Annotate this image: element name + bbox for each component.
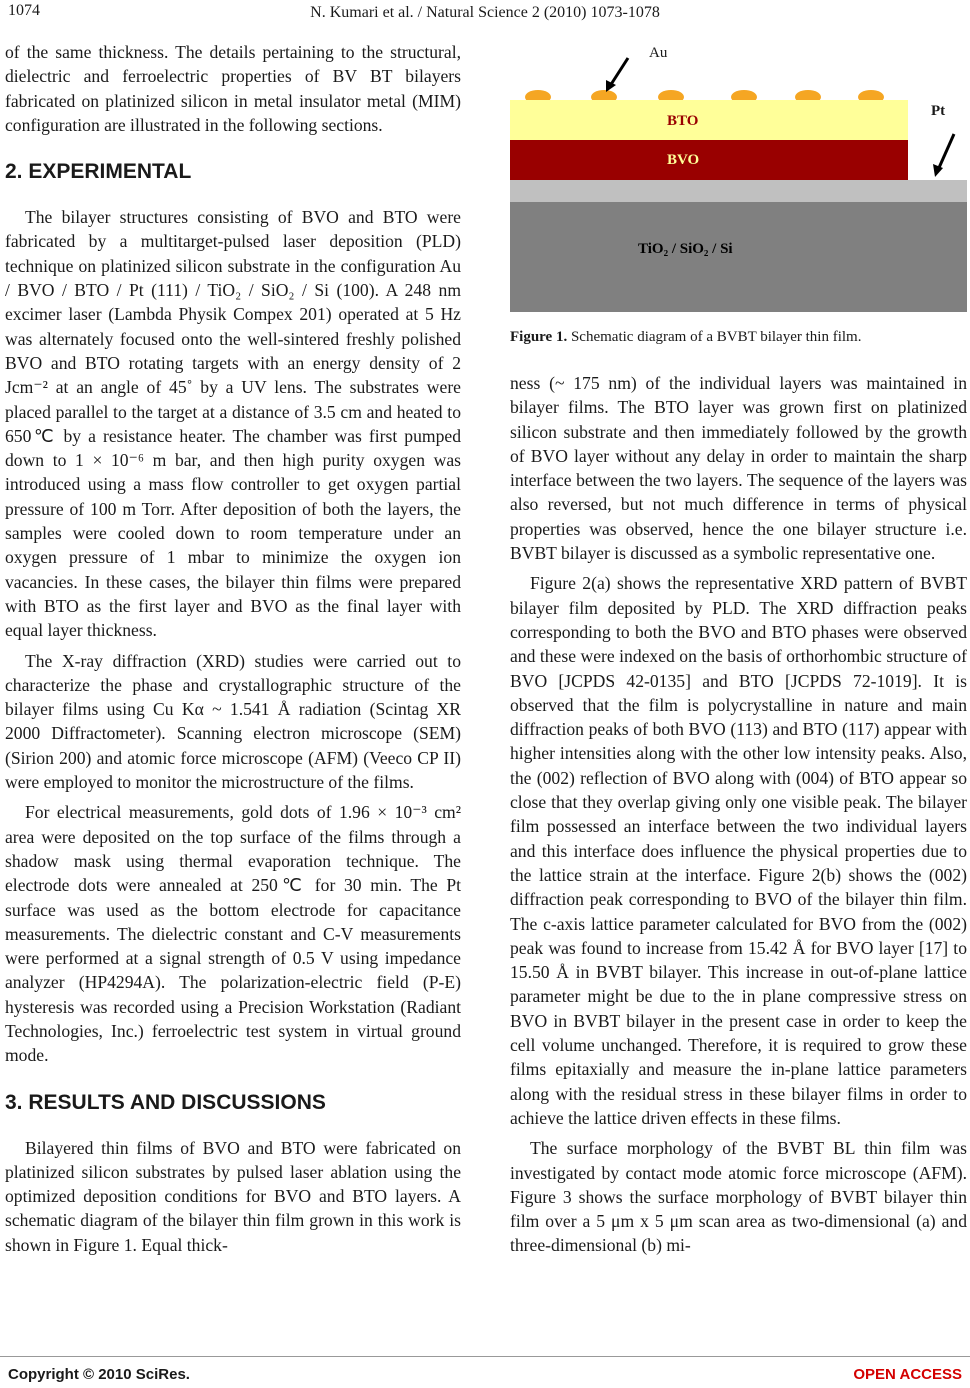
figure-1-caption-text: Schematic diagram of a BVBT bilayer thin film. (567, 329, 862, 345)
experimental-paragraph-1: The bilayer structures consisting of BVO and BTO were fabricated by a multitarget-pulsed laser deposition (PLD) technique on platinized silicon substrate in the configuration Au / BVO / BTO / Pt (111) / TiO₂ / SiO₂ / Si (100). A 248 nm excimer laser (Lambda Physik Compex 201) operated at 5 Hz was alternately focused onto the well-sintered freshly polished BVO and BTO rotating targets with an energy density of 2 Jcm⁻² at an angle of 45˚ by a UV lens. The substrates were placed parallel to the target at a distance of 3.5 cm and heated to 650℃ by a resistance heater. The chamber was first pumped down to 1 × 10⁻⁶ m bar, and then high purity oxygen was introduced using a mass flow controller to get oxygen partial pressure of 100 m Torr. After deposition of both the layers, the samples were cooled down to room temperature under an oxygen pressure of 1 mbar to minimize the oxygen ion vacancies. In these cases, the bilayer thin films were prepared with BTO as the first layer and BVO as the final layer with equal layer thickness. (5, 207, 461, 641)
section-results-heading: 3. RESULTS AND DISCUSSIONS (5, 1090, 326, 1114)
running-header: N. Kumari et al. / Natural Science 2 (2010) 1073-1078 (310, 4, 660, 21)
au-label: Au (649, 45, 668, 61)
substrate-label: TiO₂ / SiO₂ / Si (638, 241, 733, 257)
bvo-label: BVO (667, 152, 700, 168)
footer-open-access[interactable]: OPEN ACCESS (853, 1366, 962, 1383)
intro-tail: of the same thickness. The details pertaining to the structural, dielectric and ferroelectric properties of BV BT bilayers fabricated on platinized silicon in metal insulator metal (MIM) configuration are illustrated in the following sections. (5, 42, 461, 135)
figure-1-caption-label: Figure 1. (510, 329, 568, 345)
pt-arrow (938, 134, 954, 170)
bvo-layer (510, 140, 908, 180)
page-number: 1074 (8, 2, 40, 19)
bto-label: BTO (667, 113, 699, 129)
substrate-layer (510, 202, 967, 312)
results-paragraph-4: The surface morphology of the BVBT BL thin film was investigated by contact mode atomic force microscope (AFM). Figure 3 shows the surface morphology of BVBT bilayer thin film over a 5 μm x 5 μm scan area as two-dimensional (a) and three-dimensional (b) mi- (510, 1138, 967, 1256)
left-column (5, 40, 461, 1257)
experimental-paragraph-3: For electrical measurements, gold dots of 1.96 × 10⁻³ cm² area were deposited on the top surface of the films through a shadow mask using thermal evaporation technique. The electrode dots were annealed at 250℃ for 30 min. The Pt surface was used as the bottom electrode for capacitance measurements. The dielectric constant and C-V measurements were performed at a signal strength of 0.5 V using impedance analyzer (HP4294A). The polarization-electric field (P-E) hysteresis was recorded using a Precision Workstation (Radiant Technologies, Inc.) ferroelectric test system in virtual ground mode. (5, 802, 461, 1066)
pt-layer (510, 180, 967, 202)
results-paragraph-2: ness (~ 175 nm) of the individual layers was maintained in bilayer films. The BTO layer was grown first on platinized silicon substrate and then immediately followed by the growth of BVO layer without any delay in order to maintain the sharp interface between the two layers. The sequence of the layers was also reversed, but not much difference in terms of physical properties was observed, hence the one bilayer structure i.e. BVBT bilayer is discussed as a symbolic representative one. (510, 373, 967, 564)
pt-label: Pt (931, 103, 946, 119)
au-arrow (610, 58, 628, 86)
bilayer-schematic (510, 40, 967, 315)
figure-1 (510, 40, 967, 315)
section-experimental-heading: 2. EXPERIMENTAL (5, 160, 192, 184)
bto-layer (510, 100, 908, 140)
footer-rule (0, 1356, 970, 1357)
results-paragraph-3: Figure 2(a) shows the representative XRD pattern of BVBT bilayer film deposited by PLD. The XRD diffraction peaks corresponding to both the BVO and BTO phases were observed and these were indexed on the basis of orthorhombic structure of BVO [JCPDS 42-0135] and BTO [JCPDS 72-1019]. It is observed that the film is polycrystalline in nature and main diffraction peaks of both BVO (113) and BTO (117) appear with higher intensities along with the other low intensity peaks. Also, the (002) reflection of BVO along with (004) of BTO appear so close that they overlap giving only one visible peak. The bilayer film possessed an interface between the two individual layers and this interface does influence the physical properties due to the lattice strain at the interface. Figure 2(b) shows the (002) diffraction peak corresponding to BVO of the bilayer thin film. The c-axis lattice parameter calculated for BVO from the (002) peak was found to increase from 15.42 Å for BVO layer [17] to 15.50 Å in BVBT bilayer. This increase in out-of-plane lattice parameter might be due to the in plane compressive stress on BVO in BVBT bilayer in the present case in order to keep the cell volume unchanged. Therefore, it is required to grow these films epitaxially and measure the in-plane lattice parameters along with the residual stress in these bilayer films in order to achieve the lattice driven effects in these films. (510, 573, 967, 1128)
experimental-paragraph-2: The X-ray diffraction (XRD) studies were carried out to characterize the phase and crystallographic structure of the bilayer films using Cu Kα ~ 1.541 Å radiation (Scintag XR 2000 Diffractometer). Scanning electron microscope (SEM) (Sirion 200) and atomic force microscope (AFM) (Veeco CP II) were employed to monitor the microstructure of the films. (5, 650, 461, 793)
figure-1-caption (510, 329, 861, 346)
footer-copyright: Copyright © 2010 SciRes. (8, 1366, 190, 1383)
right-column (510, 371, 967, 1258)
results-paragraph-1: Bilayered thin films of BVO and BTO were fabricated on platinized silicon substrates by pulsed laser ablation using the optimized deposition conditions for BVO and BTO layers. A schematic diagram of the bilayer thin film grown in this work is shown in Figure 1. Equal thick- (5, 1137, 461, 1255)
pt-arrow-head (933, 164, 943, 177)
